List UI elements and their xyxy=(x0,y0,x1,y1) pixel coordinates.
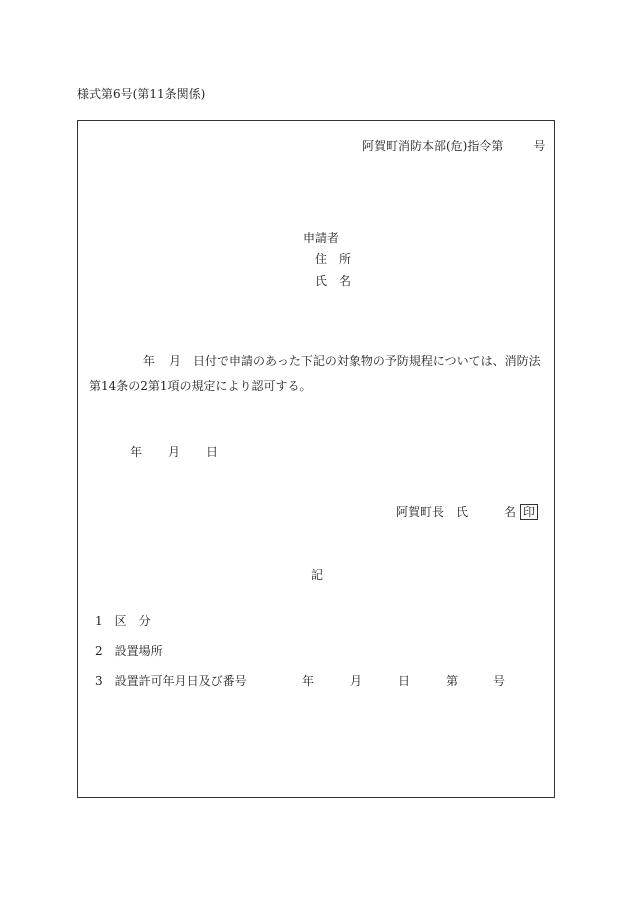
mayor-signature xyxy=(396,503,538,520)
body-month: 月 xyxy=(169,354,182,368)
applicant-heading: 申請者 xyxy=(303,231,340,245)
item-2-label: 設置場所 xyxy=(114,644,163,658)
item-3-number: 3 xyxy=(95,674,103,688)
item-2 xyxy=(95,642,163,659)
approval-paragraph xyxy=(89,349,551,399)
item-2-number: 2 xyxy=(95,644,103,658)
permit-dai: 第 xyxy=(446,674,459,688)
item-1-label: 区 分 xyxy=(114,614,151,628)
item-1-number: 1 xyxy=(95,614,103,628)
ki-heading: 記 xyxy=(311,568,324,582)
item-3 xyxy=(95,672,247,689)
item-1 xyxy=(95,612,151,629)
applicant-name-label: 氏 名 xyxy=(315,274,352,288)
designation-suffix: 号 xyxy=(533,139,546,153)
item-3-label: 設置許可年月日及び番号 xyxy=(114,674,247,688)
form-number-label: 様式第6号(第11条関係) xyxy=(77,87,206,101)
signature-name-char: 名 xyxy=(504,505,517,519)
signature-title: 阿賀町長 氏 xyxy=(396,505,469,519)
permit-year: 年 xyxy=(302,674,315,688)
permit-day: 日 xyxy=(398,674,411,688)
applicant-address-label: 住 所 xyxy=(315,252,352,266)
seal-mark: 印 xyxy=(520,504,538,520)
designation-prefix: 阿賀町消防本部(危)指令第 xyxy=(362,139,504,153)
issue-date-day: 日 xyxy=(206,445,219,459)
issue-date-year: 年 xyxy=(130,445,143,459)
issue-date xyxy=(130,443,218,460)
designation-number xyxy=(362,137,545,154)
issue-date-month: 月 xyxy=(168,445,181,459)
permit-go: 号 xyxy=(493,674,506,688)
body-text: 日付で申請のあった下記の対象物の予防規程については、消防法第14条の2第1項の規定により認可する。 xyxy=(89,354,541,393)
body-year: 年 xyxy=(143,354,156,368)
permit-month: 月 xyxy=(350,674,363,688)
